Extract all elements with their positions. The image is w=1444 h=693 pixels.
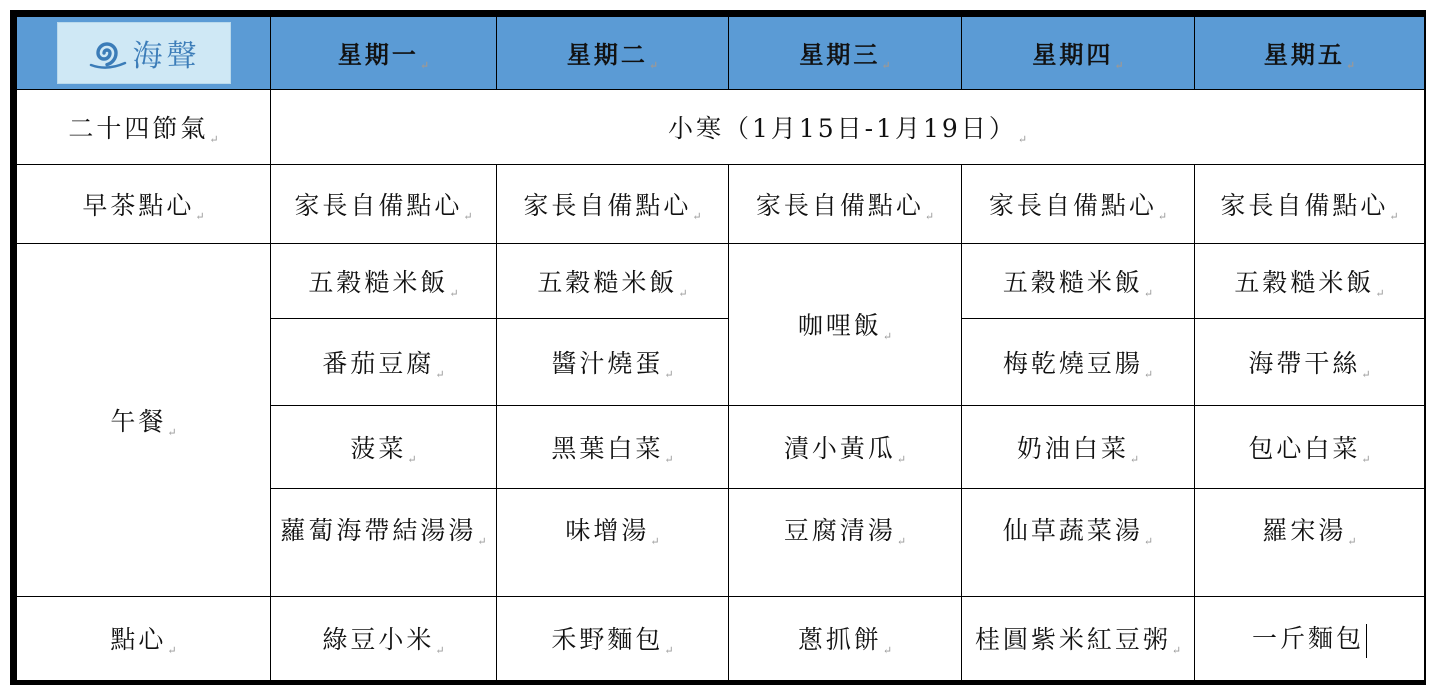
paragraph-mark: ↵	[1129, 452, 1140, 466]
cell-text: 番茄豆腐	[322, 348, 435, 378]
cell-text: 二十四節氣	[68, 113, 209, 143]
cell-text: 禾野麵包	[551, 625, 664, 655]
cell-text: 綠豆小米	[322, 625, 435, 655]
cell-text: 午餐	[110, 406, 167, 436]
lunch-soup-mon	[271, 488, 497, 597]
cell-text: 黑葉白菜	[551, 433, 664, 463]
paragraph-mark: ↵	[692, 209, 702, 223]
cell-text: 咖哩飯	[797, 311, 882, 341]
afternoon-snack-tue	[497, 597, 729, 681]
lunch-main-mon	[271, 318, 497, 406]
cell-text: 醬汁燒蛋	[551, 348, 664, 378]
paragraph-mark: ↵	[664, 452, 674, 466]
paragraph-mark: ↵	[167, 644, 177, 658]
lunch-vegetable-thu	[962, 406, 1195, 488]
header-day-monday	[271, 17, 497, 90]
paragraph-mark: ↵	[648, 58, 659, 72]
paragraph-mark: ↵	[477, 534, 487, 548]
header-day-friday	[1195, 17, 1425, 90]
afternoon-snack-fri[interactable]	[1195, 597, 1425, 681]
header-day-tuesday	[497, 17, 729, 90]
paragraph-mark: ↵	[882, 330, 893, 344]
afternoon-snack-thu	[962, 597, 1195, 681]
text-cursor	[1366, 624, 1367, 658]
solar-term-label	[17, 90, 271, 164]
solar-term-row	[17, 90, 1425, 164]
cell-text: 海帶干絲	[1248, 348, 1361, 378]
lunch-main-thu	[962, 318, 1195, 406]
cell-text: 星期三	[799, 39, 881, 69]
cell-text: 仙草蔬菜湯	[1002, 515, 1143, 545]
paragraph-mark: ↵	[1017, 132, 1028, 146]
header-day-thursday	[962, 17, 1195, 90]
paragraph-mark: ↵	[195, 209, 205, 223]
lunch-soup-thu	[962, 488, 1195, 597]
weekly-menu-table	[16, 16, 1425, 681]
cell-text: 包心白菜	[1248, 433, 1361, 463]
paragraph-mark: ↵	[650, 534, 660, 548]
paragraph-mark: ↵	[449, 286, 459, 300]
lunch-vegetable-wed	[729, 406, 962, 488]
header-row	[17, 17, 1425, 90]
lunch-staple-mon	[271, 244, 497, 318]
cell-text: 家長自備點心	[755, 190, 924, 220]
lunch-staple-thu	[962, 244, 1195, 318]
paragraph-mark: ↵	[435, 367, 445, 381]
afternoon-snack-mon	[271, 597, 497, 681]
morning-snack-tue	[497, 164, 729, 243]
lunch-main-tue	[497, 318, 729, 406]
cell-text: 五穀糙米飯	[308, 267, 449, 297]
morning-snack-fri	[1195, 164, 1425, 243]
paragraph-mark: ↵	[1361, 367, 1371, 381]
cell-text: 五穀糙米飯	[537, 267, 678, 297]
logo-cell	[17, 17, 271, 90]
morning-snack-mon	[271, 164, 497, 243]
paragraph-mark: ↵	[664, 644, 674, 658]
cell-text: 羅宋湯	[1262, 515, 1347, 545]
morning-snack-thu	[962, 164, 1195, 243]
paragraph-mark: ↵	[1171, 644, 1182, 658]
spiral-wave-icon	[87, 35, 127, 71]
paragraph-mark: ↵	[1143, 534, 1154, 548]
lunch-vegetable-mon	[271, 406, 497, 488]
afternoon-snack-label	[17, 597, 271, 681]
cell-text: 菠菜	[350, 433, 407, 463]
paragraph-mark: ↵	[896, 452, 907, 466]
cell-text: 星期一	[337, 39, 419, 69]
lunch-staple-wed	[729, 244, 962, 406]
lunch-main-fri	[1195, 318, 1425, 406]
lunch-soup-fri	[1195, 488, 1425, 597]
paragraph-mark: ↵	[419, 58, 430, 72]
paragraph-mark: ↵	[1143, 367, 1154, 381]
paragraph-mark: ↵	[407, 452, 417, 466]
paragraph-mark: ↵	[435, 644, 445, 658]
paragraph-mark: ↵	[463, 209, 473, 223]
logo	[57, 22, 231, 84]
paragraph-mark: ↵	[1375, 286, 1385, 300]
paragraph-mark: ↵	[167, 425, 177, 439]
lunch-vegetable-tue	[497, 406, 729, 488]
header-day-wednesday	[729, 17, 962, 90]
lunch-staple-tue	[497, 244, 729, 318]
cell-text: 蔥抓餅	[797, 625, 882, 655]
lunch-soup-tue	[497, 488, 729, 597]
cell-text: 點心	[110, 625, 167, 655]
cell-text: 星期五	[1263, 39, 1345, 69]
cell-text: 漬小黃瓜	[783, 433, 896, 463]
lunch-vegetable-fri	[1195, 406, 1425, 488]
cell-text: 蘿蔔海帶結湯湯	[280, 515, 477, 545]
afternoon-snack-row	[17, 597, 1425, 681]
paragraph-mark: ↵	[1389, 209, 1399, 223]
paragraph-mark: ↵	[881, 58, 891, 72]
lunch-staple-fri	[1195, 244, 1425, 318]
paragraph-mark: ↵	[678, 286, 688, 300]
cell-text: 家長自備點心	[1220, 190, 1389, 220]
paragraph-mark: ↵	[1114, 58, 1124, 72]
paragraph-mark: ↵	[896, 534, 907, 548]
paragraph-mark: ↵	[1143, 286, 1154, 300]
morning-snack-wed	[729, 164, 962, 243]
paragraph-mark: ↵	[209, 132, 219, 146]
lunch-label	[17, 244, 271, 597]
afternoon-snack-wed	[729, 597, 962, 681]
cell-text: 家長自備點心	[523, 190, 692, 220]
paragraph-mark: ↵	[1361, 452, 1371, 466]
morning-snack-label	[17, 164, 271, 243]
cell-text: 奶油白菜	[1016, 433, 1129, 463]
lunch-soup-wed	[729, 488, 962, 597]
cell-text: 味增湯	[565, 515, 650, 545]
morning-snack-row	[17, 164, 1425, 243]
paragraph-mark: ↵	[1345, 58, 1356, 72]
cell-text: 五穀糙米飯	[1234, 267, 1375, 297]
lunch-staple-row	[17, 244, 1425, 318]
paragraph-mark: ↵	[1157, 209, 1168, 223]
cell-text: 小寒（1月15日-1月19日）	[667, 113, 1017, 143]
logo-text: 海聲	[132, 39, 201, 75]
paragraph-mark: ↵	[882, 644, 893, 658]
paragraph-mark: ↵	[664, 367, 674, 381]
cell-text: 梅乾燒豆腸	[1002, 348, 1143, 378]
paragraph-mark: ↵	[924, 209, 935, 223]
cell-text: 五穀糙米飯	[1002, 267, 1143, 297]
cell-text: 一斤麵包	[1251, 624, 1364, 654]
paragraph-mark: ↵	[1347, 534, 1357, 548]
cell-text: 豆腐清湯	[783, 515, 896, 545]
cell-text: 星期四	[1032, 39, 1114, 69]
cell-text: 家長自備點心	[294, 190, 463, 220]
cell-text: 家長自備點心	[988, 190, 1157, 220]
cell-text: 桂圓紫米紅豆粥	[974, 625, 1171, 655]
solar-term-value	[271, 90, 1425, 164]
cell-text: 星期二	[566, 39, 648, 69]
cell-text: 早茶點心	[82, 190, 195, 220]
